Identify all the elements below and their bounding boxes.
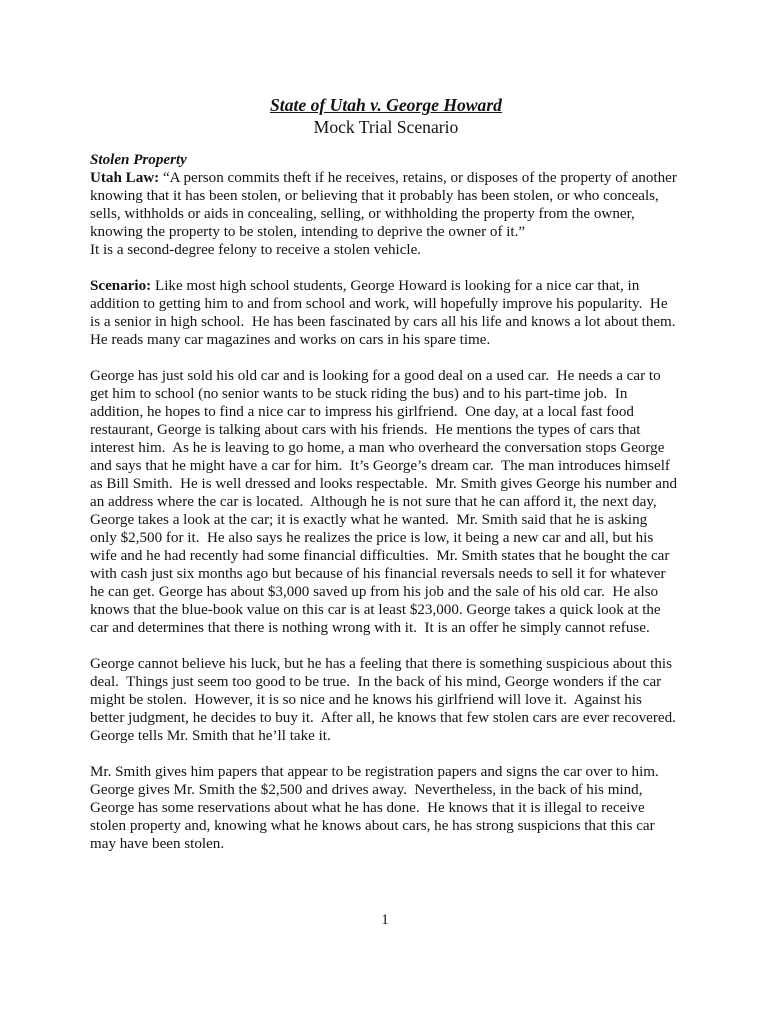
scenario-paragraph [90,277,682,349]
page-subtitle: Mock Trial Scenario [313,117,459,137]
law-line: sells, withholds or aids in concealing, selling, or withholding the property from the owner, [90,206,635,222]
text-line: addition, he hopes to find a nice car to impress his girlfriend. One day, at a local fast food [90,404,634,420]
text-line: interest him. As he is leaving to go home, a man who overheard the conversation stops George [90,440,665,456]
scenario-text: Like most high school students, George Howard is looking for a nice car that, in [154,278,640,294]
text-line: is a senior in high school. He has been fascinated by cars all his life and knows a lot about them. [90,314,676,330]
text-line: and says that he might have a car for him. It’s George’s dream car. The man introduces himself [90,458,670,474]
text-line: George tells Mr. Smith that he’ll take it. [90,728,331,744]
paragraph [90,763,682,853]
paragraph [90,367,682,637]
page-title: State of Utah v. George Howard [270,95,502,115]
law-line: knowing that it has been stolen, or believing that it probably has been stolen, or who conceals, [90,188,659,204]
text-line: only $2,500 for it. He also says he realizes the price is low, it being a new car and all, but his [90,530,654,546]
text-line: stolen property and, knowing what he knows about cars, he has strong suspicions that this car [90,818,655,834]
text-line: deal. Things just seem too good to be true. In the back of his mind, George wonders if the car [90,674,662,690]
law-note: It is a second-degree felony to receive a stolen vehicle. [90,242,422,258]
text-line: as Bill Smith. He is well dressed and looks respectable. Mr. Smith gives George his number and [90,476,678,492]
text-line: car and determines that there is nothing wrong with it. It is an offer he simply cannot refuse. [90,620,650,636]
text-line: George takes a look at the car; it is exactly what he wanted. Mr. Smith said that he is asking [90,512,648,528]
law-line [90,169,682,187]
text-line: might be stolen. However, it is so nice and he knows his girlfriend will love it. Against his [90,692,642,708]
text-line: restaurant, George is talking about cars with his friends. He mentions the types of cars that [90,422,641,438]
text-line: George has some reservations about what he has done. He knows that it is illegal to receive [90,800,645,816]
law-label: Utah Law: [90,170,160,186]
text-line: with cash just six months ago but because of his financial reversals needs to sell it for whatever [90,566,666,582]
text-line: an address where the car is located. Although he is not sure that he can afford it, the next day, [90,494,657,510]
text-line: better judgment, he decides to buy it. After all, he knows that few stolen cars are ever recovered. [90,710,676,726]
law-text: “A person commits theft if he receives, retains, or disposes of the property of another [162,170,677,186]
text-line: He reads many car magazines and works on cars in his spare time. [90,332,491,348]
text-line [90,277,682,295]
text-line: knows that the blue-book value on this car is at least $23,000. George takes a quick look at the [90,602,661,618]
text-line: addition to getting him to and from school and work, will hopefully improve his popularity. He [90,296,668,312]
law-line: knowing the property to be stolen, intending to deprive the owner of it.” [90,224,526,240]
paragraph [90,655,682,745]
law-section [90,151,682,259]
text-line: George cannot believe his luck, but he has a feeling that there is something suspicious about this [90,656,672,672]
document-body [90,151,682,853]
text-line: wife and he had recently had some financial difficulties. Mr. Smith states that he bought the car [90,548,670,564]
text-line: get him to school (no senior wants to be stuck riding the bus) and to his part-time job. In [90,386,628,402]
text-line: may have been stolen. [90,836,225,852]
text-line: George has just sold his old car and is looking for a good deal on a used car. He needs a car to [90,368,661,384]
text-line: he can get. George has about $3,000 saved up from his job and the sale of his old car. He also [90,584,659,600]
text-line: Mr. Smith gives him papers that appear to be registration papers and signs the car over to him. [90,764,659,780]
text-line: George gives Mr. Smith the $2,500 and drives away. Nevertheless, in the back of his mind, [90,782,643,798]
scenario-label: Scenario: [90,278,152,294]
page-content [90,94,682,853]
page-number: 1 [381,912,389,928]
section-heading: Stolen Property [90,152,187,168]
